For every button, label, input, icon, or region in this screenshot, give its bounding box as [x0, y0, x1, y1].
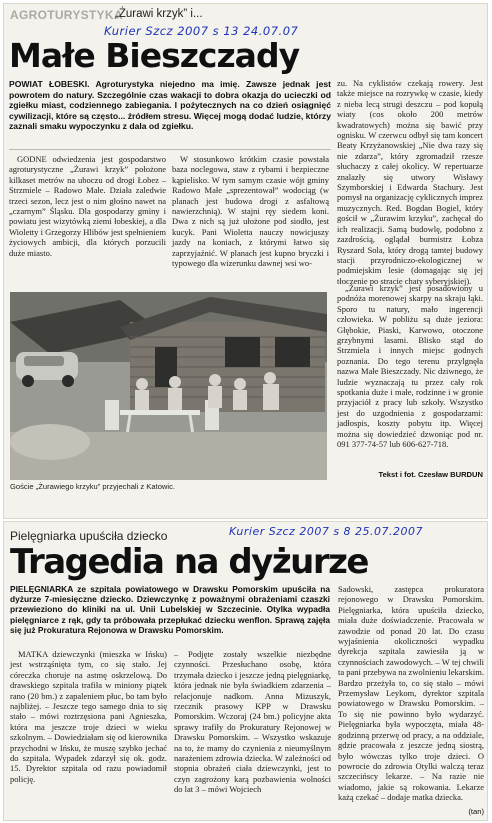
handwritten-source-note: Kurier Szcz 2007 s 8 25.07.2007: [229, 525, 424, 538]
article-column-3: zu. Na cyklistów czekają rowery. Jest także miejsce na rozrywkę w czasie, kiedy z nieba lecą strugi deszczu – pod kopułą wiaty (cos około 200 metrów kwadratowych) można się bawić przy ognisku. W czerwcu odbył się tam koncert Beaty Krzyżanowskiej „Nie dwa razy się nie zdarza”, który zgromadził rzesze słuchaczy z całej okolicy. W repertuarze znalazły się utwory Wisławy Szymborskiej i Edwarda Stachury. Jest pomysł na organizację cyklicznych imprez muzycznych. Red. Bogdan Bogiel, który gościł w „Żurawim krzyku”, zachęcał do ich realizacji. Samą budowlę, podobno z zazdrością, oglądał burmistrz Łobza Ryszard Sola, który drogą tamtej budowy stacji przyrodniczo-ekologicznej w podmiejskim lesie (domagając się jej tłoczenie po stracie chaty syberyjskiej).: [337, 78, 483, 286]
article-headline: Małe Bieszczady: [9, 36, 300, 75]
article-clipping-tragedia: [3, 521, 488, 821]
article-clipping-male-bieszczady: [3, 3, 488, 519]
article-column-1: MATKA dziewczynki (mieszka w Ińsku) jest wstrząśnięta tym, co się stało. Jej córeczka choruje na astmę oskrzelową. Do drawskiego szpitala trafiła w miniony piątek rano (20 bm.) z zapaleniem płuc, bo tam było najbliżej. – Jeszcze tego samego dnia to się stało – mówi roztrzęsiona pani Agnieszka, która ma jeszcze troje dzieci w wieku szkolnym. – Dowiedziałam się od kierownika przychodni w Ińsku, że muszę szybko jechać do szpitala. Wypadek zdarzył się ok. godz. 15. Dyrektor szpitala od razu powiadomił policję.: [10, 649, 167, 784]
article-kicker: Pielęgniarka upuściła dziecko: [10, 529, 168, 543]
article-kicker: AGROTURYSTYKA: [10, 8, 123, 22]
article-headline: Tragedia na dyżurze: [10, 542, 368, 582]
article-column-2: – Podjęte zostały wszelkie niezbędne czynności. Przesłuchano osobę, która trzymała dziecko i jeszcze jedną pielęgniarkę, która jednak nie była świadkiem zdarzenia – relacjonuje nadkom. Anna Mizuszyk, rzecznik prasowy KPP w Drawsku Pomorskim. Wczoraj (24 bm.) policyjne akta sprawy trafiły do Prokuratury Rejonowej w Drawsku Pomorskim. – Wszystko wskazuje na to, że mamy do czynienia z nieumyślnym narażeniem zdrowia dziecka. W zależności od stopnia obrażeń ciała dziewczynki, jest to czyn zagrożony karą pozbawienia wolności do lat 3 – mówi Wojciech: [174, 649, 331, 795]
article-column-2: W stosunkowo krótkim czasie powstała baza noclegowa, staw z rybami i bezpieczne kąpielisko. W tym samym czasie wójt gminy Radowo Małe „sprezentował” wodociąg (w planach jest budowa drogi z asfaltową nawierzchnią). W stajni ręy siedem koni. Dwa z nich są już ułożone pod siodło, jest kucyk. Pani Wioletta nauczy nowicjuszy jazdy na koniach, z którymi łatwo się zaprzyjaźnić. W planach jest kupno bryczki i typowego dla wizerunku dawnej wsi wo-: [172, 154, 329, 269]
article-kicker-subtitle: „Żurawi krzyk” i...: [115, 8, 203, 20]
article-lead: POWIAT ŁOBESKI. Agroturystyka niejedno ma imię. Zawsze jednak jest powrotem do natury. Szczególnie czas wakacji to dobra okazja do ucieczki od zgiełku miast, codziennego zabiegania. I pożytecznych na co dzień osiągnięć cywilizacji, które są często... źródłem stresu. Więcej mogą dodać ludzie, którzy zaznali smaku wypoczynku z dala od zgiełku.: [9, 79, 331, 132]
article-column-4: „Żurawi krzyk” jest posadowiony u podnóża morenowej skarpy na skraju łąki. Sporo tu natury, mało ingerencji człowieka. W pobliżu są duże jeziora: Głębokie, Piaski, Karwowo, otoczone grzybnymi lasami. Blisko stąd do Strzmiela i innych miejsc godnych poznania. Do tego terenu przylgnęła nazwa Małe Bieszczady. Nic dziwnego, że ludzie wyznaczają tu przez cały rok spotkania duże i małe, rodzinne i w gronie przyjaciół z pracy lub szkoły. Wszystko jest do uzgodnienia z gospodarzami: jadłospis, koszty pobytu itp. Więcej można się dowiedzieć dzwoniąc pod nr. 091 377-74-57 lub 606-627-718.: [337, 283, 483, 450]
photo-caption: Goście „Żurawiego krzyku” przyjechali z Katowic.: [10, 482, 176, 491]
article-credit: Tekst i fot. Czesław BURDUN: [378, 470, 483, 479]
article-signature: (tan): [468, 807, 484, 816]
article-lead: PIELĘGNIARKA ze szpitala powiatowego w Drawsku Pomorskim upuściła na dyżurze 7-miesięczne dziecko. Dziewczynkę z poważnymi obrażeniami czaszki przewieziono do kliniki na ul. Unii Lubelskiej w Szczecinie. Otylka wypadła pielęgniarce z rąk, gdy ta próbowała przepłukać dziecku wenflon. Sprawą zajęła się już Prokuratura Rejonowa w Drawsku Pomorskim.: [10, 584, 330, 635]
photo-scene-illustration: [10, 292, 327, 480]
lead-divider: [9, 149, 331, 150]
article-photo: [10, 292, 327, 480]
article-column-3: Sadowski, zastępca prokuratora rejonowego w Drawsku Pomorskim. Pielęgniarka, która upuściła dziecko, miała duże doświadczenie. Pracowała w zawodzie od ponad 20 lat. Do czasu wyjaśnienia okoliczności wypadku dyrekcja szpitala zawiesiła ją w czynnościach zawodowych. – W tej chwili ta pani przebywa na zwolnieniu lekarskim. Bardzo przeżyła to, co się stało – mówi Przemysław Leykom, dyrektor szpitala powiatowego w Drawsku Pomorskim. – To się nie powinno było wydarzyć. Pielęgniarka była wypoczęta, miała 48-godzinną przerwę od pracy, a na oddziale, gdzie pracowała z jeszcze jedną siostrą, było wówczas tylko troje dzieci. O powrocie do zdrowia Otylki walczą teraz szczecińscy lekarze. – Na razie nie wiadomo, jakie są rokowania. Lekarze każą czekać – dodaje matka dziecka.: [338, 584, 484, 803]
article-column-1: GODNE odwiedzenia jest gospodarstwo agroturystyczne „Żurawi krzyk” położone kilkaset metrów na uboczu od drogi Łobez – Strzmiele – Radowo Małe. Działa zaledwie trzeci sezon, lecz jest o nim głośno nawet na „czarnym” Śląsku. Dla gospodarzy gminy i powiatu jest wizytówką ziemi łobeskiej, a dla Wioletty i Grzegorzy Hlibów jest spełnieniem życiowych ambicji, dla których porzucili duże miasto.: [9, 154, 166, 258]
handwritten-source-note: Kurier Szcz 2007 s 13 24.07.07: [104, 24, 299, 38]
